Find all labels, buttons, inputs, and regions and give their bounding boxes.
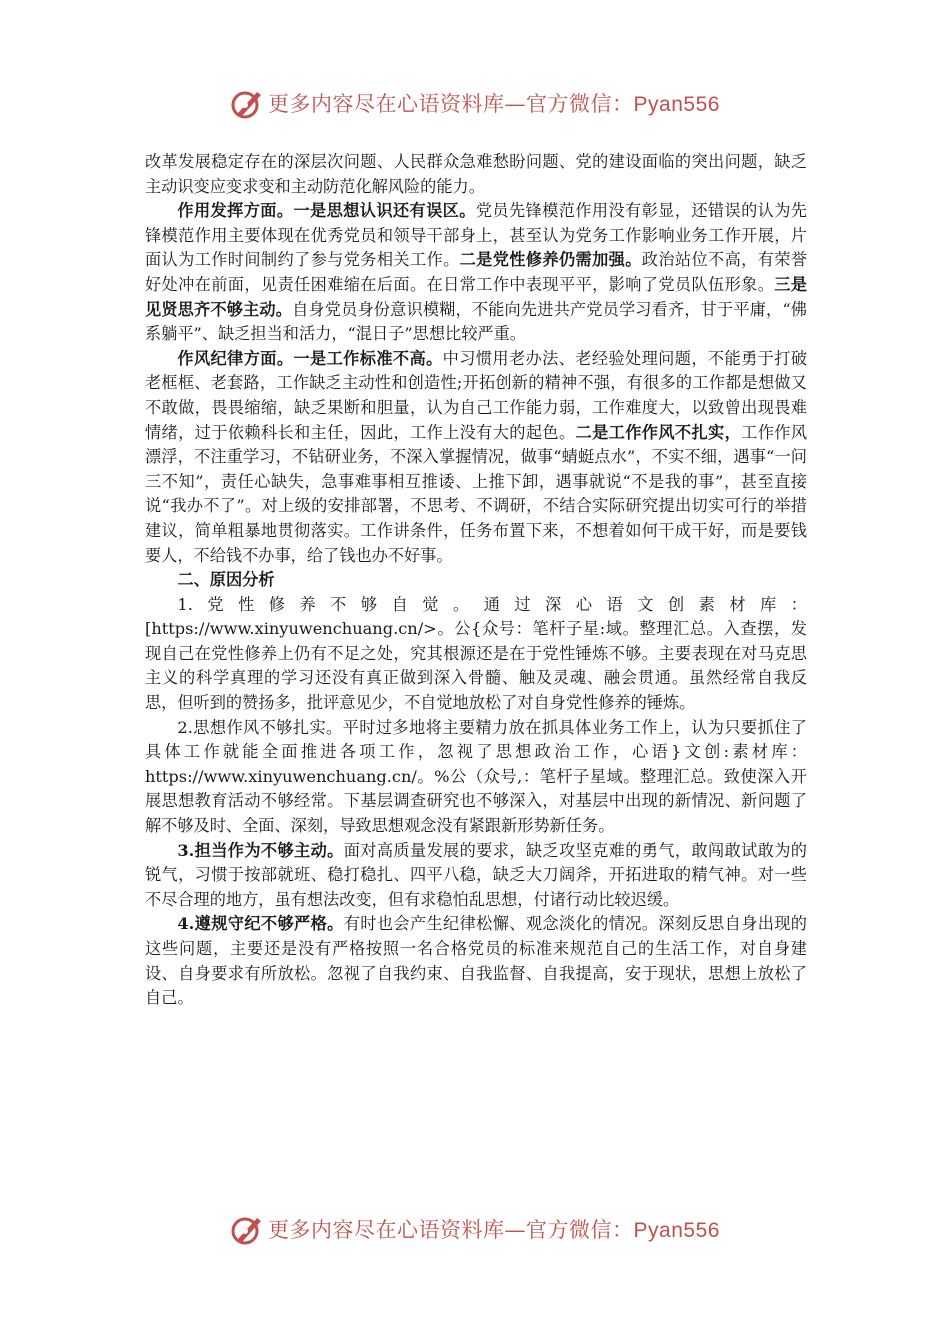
- banner-text: 更多内容尽在心语资料库—官方微信：Pyan556: [268, 1218, 720, 1242]
- paragraph: 作风纪律方面。一是工作标准不高。中习惯用老办法、老经验处理问题，不能勇于打破老框框、老套路，工作缺乏主动性和创造性;开拓创新的精神不强，有很多的工作都是想做又不敢做，畏畏缩缩，缺乏果断和胆量，认为自己工作能力弱，工作难度大，以致曾出现畏难情绪，过于依赖科长和主任，因此，工作上没有大的起色。二是工作作风不扎实，工作作风漂浮，不注重学习，不钻研业务，不深入掌握情况，做事“蜻蜓点水”，不实不细，遇事“一问三不知”，责任心缺失，急事难事相互推诿、上推下卸，遇事就说“不是我的事”，甚至直接说“我办不了”。对上级的安排部署，不思考、不调研，不结合实际研究提出切实可行的举措建议，简单粗暴地贯彻落实。工作讲条件，任务布置下来，不想着如何干成干好，而是要钱要人，不给钱不办事，给了钱也办不好事。: [145, 348, 808, 565]
- pen-logo-icon: [230, 86, 264, 120]
- paragraph: 作用发挥方面。一是思想认识还有误区。党员先锋模范作用没有彰显，还错误的认为先锋模范作用主要体现在优秀党员和领导干部身上，甚至认为党务工作影响业务工作开展，片面认为工作时间制约了参与党务相关工作。二是党性修养仍需加强。政治站位不高，有荣誉好处冲在前面，见责任困难缩在后面。在日常工作中表现平平，影响了党员队伍形象。三是见贤思齐不够主动。自身党员身份意识模糊，不能向先进共产党员学习看齐，甘于平庸，“佛系躺平”、缺乏担当和活力，“混日子”思想比较严重。: [145, 201, 808, 344]
- item-heading: 4.遵规守纪不够严格。: [177, 914, 344, 934]
- paragraph: 4.遵规守纪不够严格。有时也会产生纪律松懈、观念淡化的情况。深刻反思自身出现的这些问题，主要还是没有严格按照一名合格党员的标准来规范自己的生活工作，对自身建设、自身要求有所放松。忽视了自我约束、自我监督、自我提高，安于现状，思想上放松了自己。: [145, 914, 807, 1008]
- section-title: 二、原因分析: [177, 570, 275, 590]
- header-banner: [0, 86, 950, 120]
- paragraph: 1.党性修养不够自觉。通过深心语文创素材库：[https://www.xinyuwenchuang.cn/>。公{众号：笔杆子星:域。整理汇总。入查摆，发现自己在党性修养上仍有不足之处，究其根源还是在于党性锤炼不够。主要表现在对马克思主义的科学真理的学习还没有真正做到深入骨髓、触及灵魂、融会贯通。虽然经常自我反思，但听到的赞扬多，批评意见少，不自觉地放松了对自身党性修养的锤炼。: [145, 594, 807, 713]
- section-heading: 作风纪律方面。一是工作标准不高。: [177, 348, 443, 368]
- paragraph: 2.思想作风不够扎实。平时过多地将主要精力放在抓具体业务工作上，认为只要抓住了具体工作就能全面推进各项工作，忽视了思想政治工作，心语}文创:素材库：https://www.xinyuwenchuang.cn/。%公（众号,：笔杆子星域。整理汇总。致使深入开展思想教育活动不够经常。下基层调查研究也不够深入，对基层中出现的新情况、新问题了解不够及时、全面、深刻，导致思想观念没有紧跟新形势新任务。: [145, 717, 807, 836]
- banner-text: 更多内容尽在心语资料库—官方微信：Pyan556: [268, 92, 720, 116]
- paragraph: 3.担当作为不够主动。面对高质量发展的要求，缺乏攻坚克难的勇气，敢闯敢试敢为的锐气，习惯于按部就班、稳打稳扎、四平八稳，缺乏大刀阔斧，开拓进取的精气神。对一些不尽合理的地方，虽有想法改变，但有求稳怕乱思想，付诸行动比较迟缓。: [145, 840, 807, 909]
- document-body: [145, 150, 807, 1011]
- pen-logo-icon: [230, 1212, 264, 1246]
- section-heading: 作用发挥方面。一是思想认识还有误区。: [177, 201, 476, 221]
- item-heading: 3.担当作为不够主动。: [177, 840, 344, 860]
- paragraph: 改革发展稳定存在的深层次问题、人民群众急难愁盼问题、党的建设面临的突出问题，缺乏主动识变应变求变和主动防范化解风险的能力。: [145, 152, 807, 196]
- footer-banner: [0, 1212, 950, 1246]
